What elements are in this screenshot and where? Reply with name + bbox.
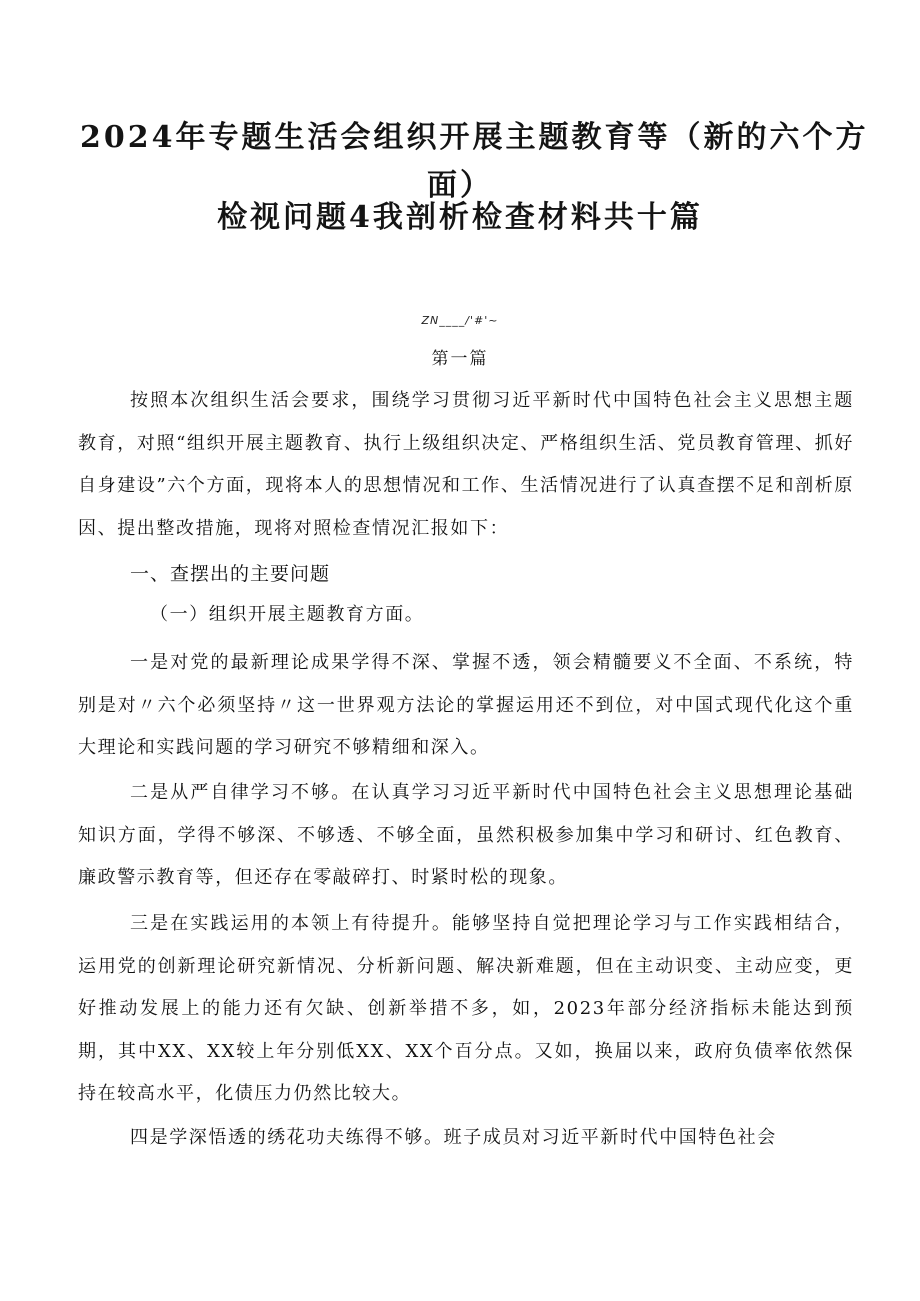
intro-paragraph: 按照本次组织生活会要求，围绕学习贯彻习近平新时代中国特色社会主义思想主题教育，对照“组织开展主题教育、执行上级组织决定、严格组织生活、党员教育管理、抓好自身建设”六个方面，现将本人的思想情况和工作、生活情况进行了认真查摆不足和剖析原因、提出整改措施，现将对照检查情况汇报如下： (78, 390, 854, 539)
body-paragraph: 二是从严自律学习不够。在认真学习习近平新时代中国特色社会主义思想理论基础知识方面，学得不够深、不够透、不够全面，虽然积极参加集中学习和研讨、红色教育、廉政警示教育等，但还存在零敲碎打、时紧时松的现象。 (78, 782, 854, 888)
body-paragraph: 一是对党的最新理论成果学得不深、掌握不透，领会精髓要义不全面、不系统，特别是对〃六个必须坚持〃这一世界观方法论的掌握运用还不到位，对中国式现代化这个重大理论和实践问题的学习研究不够精细和深入。 (78, 652, 854, 758)
section-heading: 一、查摆出的主要问题 (130, 563, 331, 585)
document-title-line-1: 2024年专题生活会组织开展主题教育等（新的六个方 (80, 120, 869, 155)
body-paragraph: 四是学深悟透的绣花功夫练得不够。班子成员对习近平新时代中国特色社会 (130, 1127, 777, 1148)
document-subtitle: ZN____/'#'~ (421, 314, 499, 327)
document-title-line-3: 检视问题4我剖析检查材料共十篇 (217, 200, 703, 235)
subsection-heading: （一）组织开展主题教育方面。 (150, 604, 425, 625)
body-paragraph: 三是在实践运用的本领上有待提升。能够坚持自觉把理论学习与工作实践相结合，运用党的创新理论研究新情况、分析新问题、解决新难题，但在主动识变、主动应变，更好推动发展上的能力还有欠缺、创新举措不多，如，2023年部分经济指标未能达到预期，其中XX、XX较上年分别低XX、XX个百分点。又如，换届以来，政府负债率依然保持在较高水平，化债压力仍然比较大。 (78, 913, 854, 1104)
document-title-line-2: 面） (427, 168, 493, 203)
part-label: 第一篇 (431, 349, 489, 369)
